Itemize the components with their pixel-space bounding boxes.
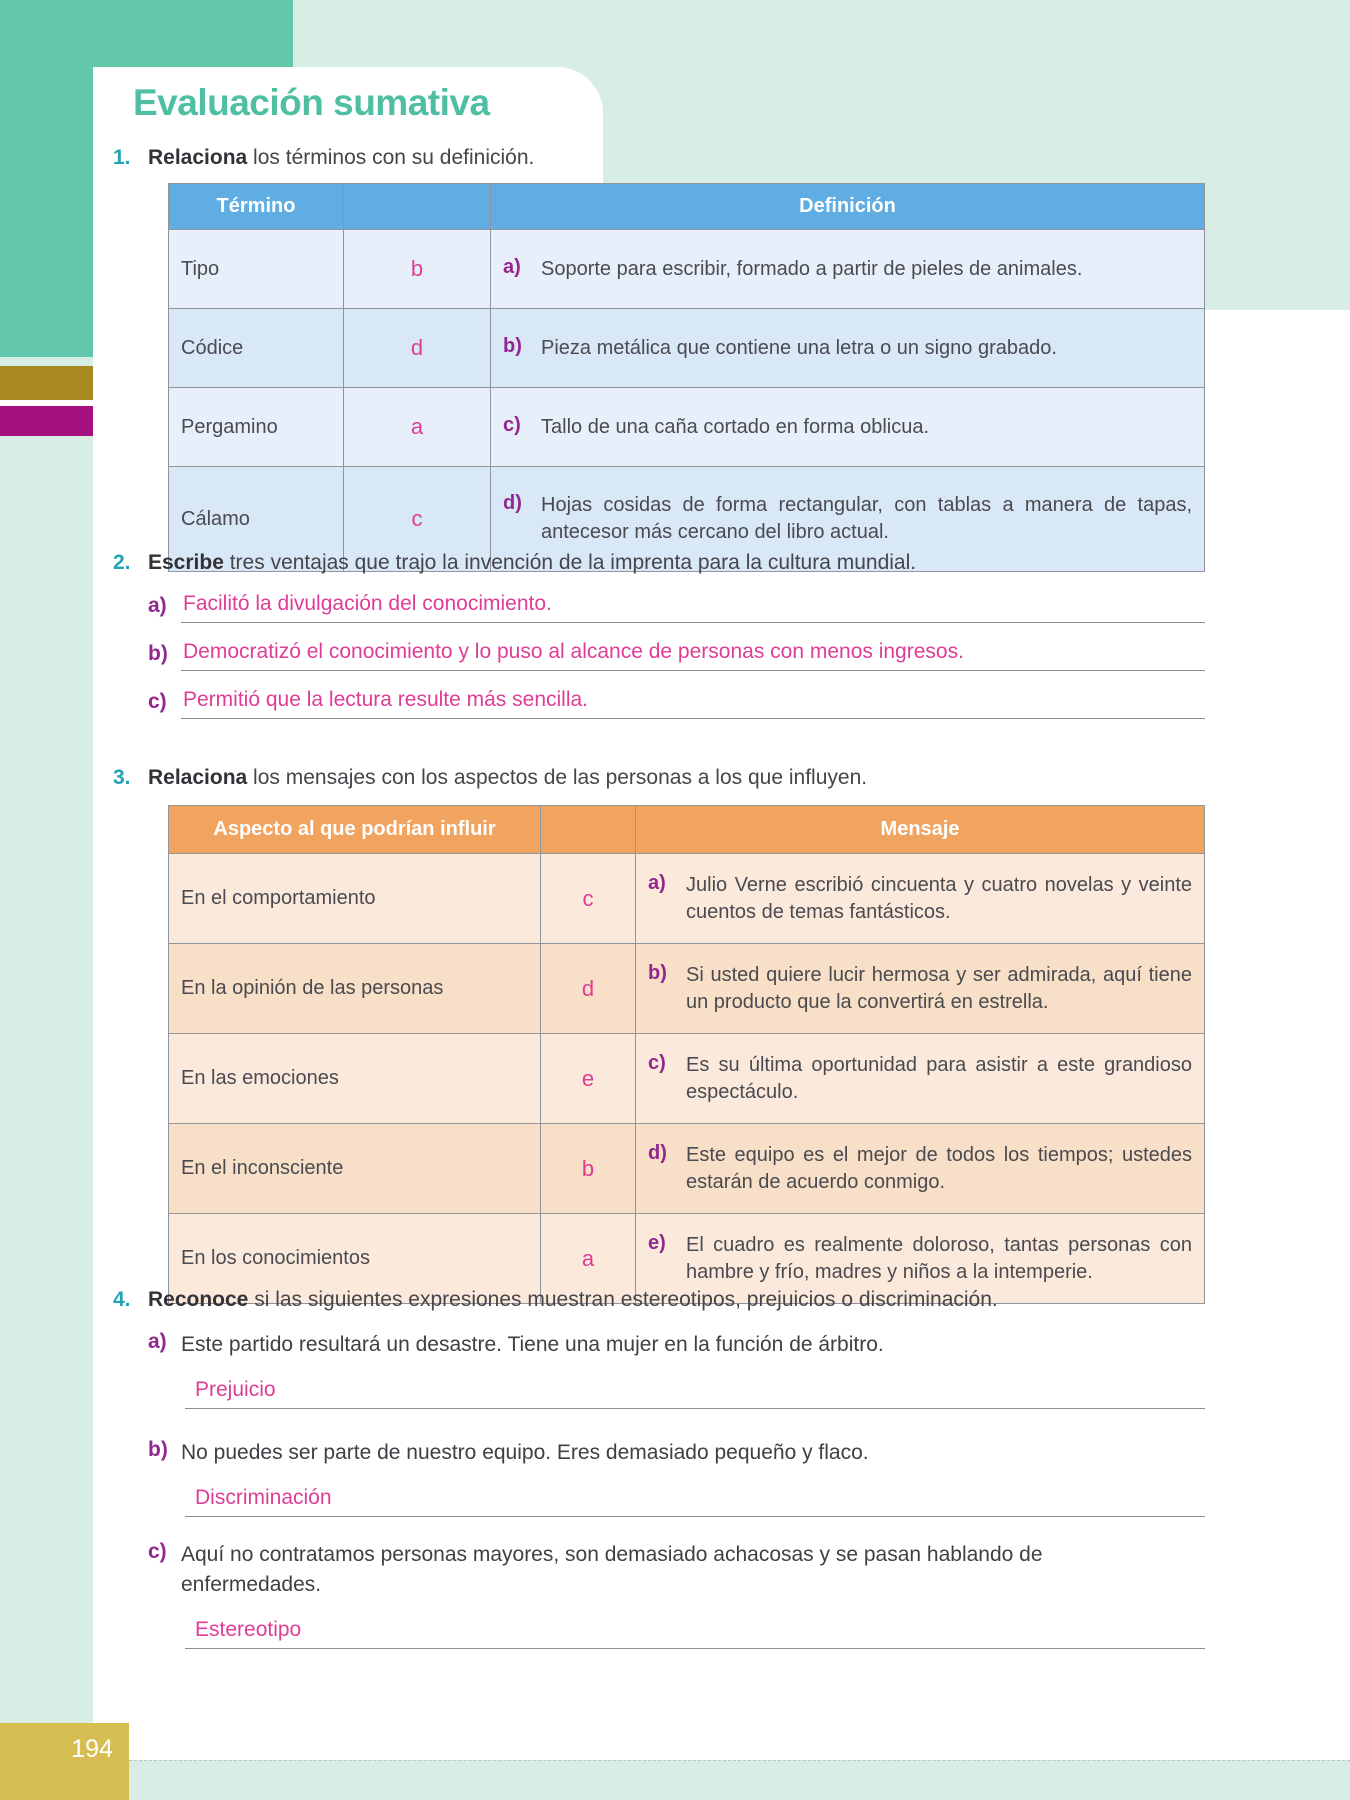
table-row — [169, 1124, 1205, 1214]
table1-header-answer — [344, 184, 491, 230]
message-marker: a) — [648, 871, 666, 894]
question-1-lead: Relaciona — [148, 146, 248, 169]
message-text: Este equipo es el mejor de todos los tiempos; ustedes estarán de acuerdo conmigo. — [686, 1143, 1192, 1193]
message-marker: b) — [648, 961, 667, 984]
q4-statement-b — [148, 1438, 1205, 1468]
table3-header-message: Mensaje — [636, 806, 1205, 854]
answer-cell: c — [541, 854, 636, 944]
term-cell: Cálamo — [169, 467, 344, 572]
item-marker: c) — [148, 1540, 167, 1563]
statement-text: Aquí no contratamos personas mayores, son demasiado achacosas y se pasan hablando de enfermedades. — [181, 1543, 1043, 1596]
statement-text: Este partido resultará un desastre. Tiene una mujer en la función de árbitro. — [181, 1333, 884, 1356]
term-cell: Pergamino — [169, 388, 344, 467]
q4-answer-c: Estereotipo — [185, 1618, 1205, 1649]
definition-text: Soporte para escribir, formado a partir de pieles de animales. — [541, 257, 1083, 280]
item-marker: a) — [148, 594, 167, 617]
question-1-text: los términos con su definición. — [247, 146, 535, 169]
magenta-accent-bar — [0, 406, 93, 436]
definition-cell — [491, 309, 1205, 388]
aspect-cell: En el comportamiento — [169, 854, 541, 944]
aspect-cell: En las emociones — [169, 1034, 541, 1124]
q4-statement-a — [148, 1330, 1205, 1360]
table-row — [169, 1034, 1205, 1124]
aspect-cell: En los conocimientos — [169, 1214, 541, 1304]
term-definition-table — [168, 183, 1205, 572]
question-4-text: si las siguientes expresiones muestran estereotipos, prejuicios o discriminación. — [248, 1288, 998, 1311]
answer-cell: b — [541, 1124, 636, 1214]
message-cell — [636, 1034, 1205, 1124]
message-marker: e) — [648, 1231, 666, 1254]
answer-cell: d — [541, 944, 636, 1034]
message-cell — [636, 1124, 1205, 1214]
table3-header-row — [169, 806, 1205, 854]
table3-header-answer — [541, 806, 636, 854]
footer-mint-strip — [129, 1760, 1350, 1800]
table1-header-term: Término — [169, 184, 344, 230]
message-text: El cuadro es realmente doloroso, tantas personas con hambre y frío, madres y niños a la intemperie. — [686, 1233, 1192, 1283]
question-4-lead: Reconoce — [148, 1288, 249, 1311]
definition-marker: a) — [503, 255, 521, 278]
q2-item-c — [148, 688, 1205, 719]
definition-marker: b) — [503, 334, 522, 357]
q4-answer-a: Prejuicio — [185, 1378, 1205, 1409]
answer-cell: c — [344, 467, 491, 572]
term-cell: Códice — [169, 309, 344, 388]
message-cell — [636, 944, 1205, 1034]
definition-marker: d) — [503, 492, 522, 514]
message-cell — [636, 854, 1205, 944]
q2-item-b — [148, 640, 1205, 671]
table-row — [169, 388, 1205, 467]
message-text: Es su última oportunidad para asistir a este grandioso espectáculo. — [686, 1053, 1192, 1103]
question-3-number: 3. — [113, 766, 131, 789]
aspect-cell: En el inconsciente — [169, 1124, 541, 1214]
item-marker: b) — [148, 642, 168, 665]
gold-accent-bar — [0, 366, 93, 400]
written-answer: Permitió que la lectura resulte más sencilla. — [181, 688, 1205, 719]
answer-cell: b — [344, 230, 491, 309]
question-2-text: tres ventajas que trajo la invención de la imprenta para la cultura mundial. — [223, 551, 917, 574]
question-1-number: 1. — [113, 146, 131, 169]
message-marker: d) — [648, 1141, 667, 1164]
question-2-lead: Escribe — [148, 551, 224, 574]
definition-text: Tallo de una caña cortado en forma oblicua. — [541, 415, 930, 438]
table-row — [169, 309, 1205, 388]
page-number-box — [0, 1723, 129, 1800]
question-3-text: los mensajes con los aspectos de las personas a los que influyen. — [247, 766, 868, 789]
answer-cell: a — [541, 1214, 636, 1304]
q4-answer-b: Discriminación — [185, 1486, 1205, 1517]
definition-cell — [491, 230, 1205, 309]
answer-cell: d — [344, 309, 491, 388]
aspect-message-table — [168, 805, 1205, 1304]
question-2-heading — [113, 551, 916, 575]
teal-left-column — [0, 0, 93, 357]
definition-text: Hojas cosidas de forma rectangular, con tablas a manera de tapas, antecesor más cercano del libro actual. — [541, 494, 1192, 543]
term-cell: Tipo — [169, 230, 344, 309]
table1-header-definition: Definición — [491, 184, 1205, 230]
item-marker: a) — [148, 1330, 167, 1353]
answer-cell: e — [541, 1034, 636, 1124]
definition-cell — [491, 388, 1205, 467]
written-answer: Facilitó la divulgación del conocimiento. — [181, 592, 1205, 623]
q4-statement-c — [148, 1540, 1148, 1600]
table-row — [169, 944, 1205, 1034]
question-4-number: 4. — [113, 1288, 131, 1311]
message-marker: c) — [648, 1051, 666, 1074]
q2-item-a — [148, 592, 1205, 623]
aspect-cell: En la opinión de las personas — [169, 944, 541, 1034]
mint-left-column — [0, 355, 93, 1723]
question-1-heading — [113, 146, 534, 170]
definition-text: Pieza metálica que contiene una letra o un signo grabado. — [541, 336, 1057, 359]
question-4-heading — [113, 1288, 998, 1312]
statement-text: No puedes ser parte de nuestro equipo. Eres demasiado pequeño y flaco. — [181, 1441, 869, 1464]
item-marker: c) — [148, 690, 167, 713]
message-text: Julio Verne escribió cincuenta y cuatro novelas y veinte cuentos de temas fantásticos. — [686, 873, 1192, 923]
question-3-lead: Relaciona — [148, 766, 248, 789]
definition-marker: c) — [503, 413, 521, 436]
question-3-heading — [113, 766, 867, 790]
question-2-number: 2. — [113, 551, 131, 574]
page-title: Evaluación sumativa — [133, 82, 490, 123]
table1-header-row — [169, 184, 1205, 230]
table-row — [169, 854, 1205, 944]
table3-header-aspect: Aspecto al que podrían influir — [169, 806, 541, 854]
answer-cell: a — [344, 388, 491, 467]
item-marker: b) — [148, 1438, 168, 1461]
message-text: Si usted quiere lucir hermosa y ser admirada, aquí tiene un producto que la convertirá en estrella. — [686, 963, 1192, 1013]
table-row — [169, 230, 1205, 309]
written-answer: Democratizó el conocimiento y lo puso al alcance de personas con menos ingresos. — [181, 640, 1205, 671]
page-number: 194 — [71, 1735, 113, 1763]
